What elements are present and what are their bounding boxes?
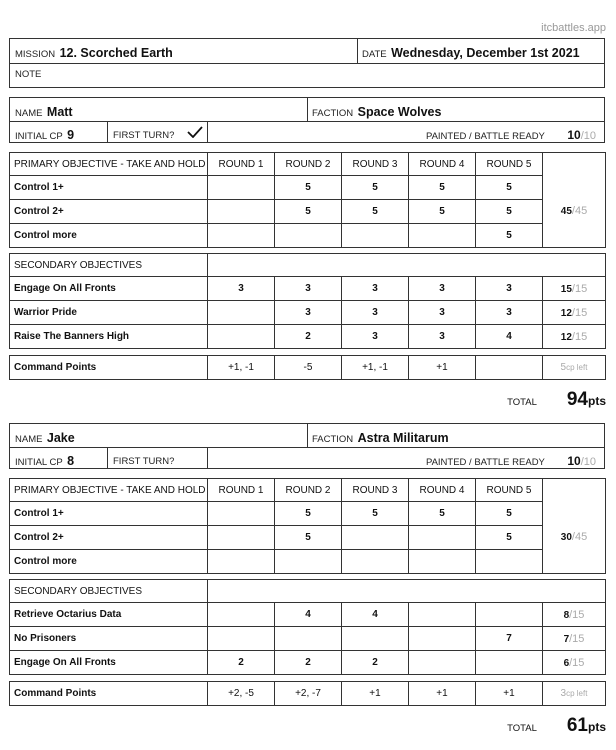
- secondary-row: [10, 627, 606, 651]
- note-label[interactable]: NOTE: [15, 69, 42, 80]
- cp-left-unit: cp left: [566, 363, 588, 372]
- primary-table: [9, 152, 606, 248]
- secondary-score-cell[interactable]: 2: [208, 651, 275, 675]
- primary-score-cell[interactable]: 5: [409, 502, 476, 526]
- cp-left-unit: cp left: [566, 689, 588, 698]
- secondary-score-cell[interactable]: 3: [409, 301, 476, 325]
- secondary-score-cell[interactable]: 2: [342, 651, 409, 675]
- primary-score-cell[interactable]: [208, 502, 275, 526]
- primary-score-cell[interactable]: 5: [476, 502, 543, 526]
- faction-field[interactable]: [312, 429, 449, 447]
- secondary-total-cell: [543, 277, 606, 301]
- round-header: ROUND 3: [342, 479, 409, 502]
- player-name: Jake: [46, 431, 75, 445]
- primary-score-cell[interactable]: 5: [409, 200, 476, 224]
- secondary-score-cell[interactable]: 3: [476, 277, 543, 301]
- round-header: ROUND 5: [476, 479, 543, 502]
- secondary-total-cell: [543, 301, 606, 325]
- first-turn-label: FIRST TURN?: [113, 130, 175, 142]
- secondary-header-row: [10, 254, 606, 277]
- command-points-cell[interactable]: +1, -1: [342, 356, 409, 380]
- primary-score-cell[interactable]: [342, 550, 409, 574]
- primary-score-cell[interactable]: 5: [476, 526, 543, 550]
- checkmark-icon: [187, 125, 203, 143]
- player-name: Matt: [46, 105, 73, 119]
- primary-score-cell[interactable]: 5: [275, 200, 342, 224]
- primary-header: PRIMARY OBJECTIVE - TAKE AND HOLD: [10, 153, 208, 176]
- secondary-total: 6: [563, 657, 570, 669]
- secondary-row-label: Engage On All Fronts: [10, 277, 208, 301]
- total-score: 94: [566, 389, 588, 410]
- secondary-score-cell[interactable]: [476, 651, 543, 675]
- command-points-cell[interactable]: +1: [409, 356, 476, 380]
- primary-total: 30: [560, 532, 572, 544]
- primary-score-cell[interactable]: 5: [342, 200, 409, 224]
- command-points-cell[interactable]: +2, -5: [208, 682, 275, 706]
- secondary-score-cell[interactable]: [208, 325, 275, 349]
- painted-field[interactable]: [426, 126, 596, 144]
- primary-score-cell[interactable]: [275, 550, 342, 574]
- total-unit: pts: [588, 394, 606, 408]
- painted-label: PAINTED / BATTLE READY: [425, 457, 545, 468]
- painted-label: PAINTED / BATTLE READY: [425, 131, 545, 142]
- primary-score-cell[interactable]: [342, 526, 409, 550]
- date-label: DATE: [362, 49, 387, 60]
- primary-score-cell[interactable]: 5: [275, 526, 342, 550]
- command-points-label: Command Points: [10, 682, 208, 706]
- secondary-score-cell[interactable]: 4: [275, 603, 342, 627]
- secondary-row: [10, 651, 606, 675]
- secondary-max: /15: [569, 656, 585, 669]
- secondary-score-cell[interactable]: 2: [275, 651, 342, 675]
- primary-score-cell[interactable]: [208, 526, 275, 550]
- cp-left-cell: [543, 356, 606, 380]
- primary-score-cell[interactable]: [208, 224, 275, 248]
- player-name-field[interactable]: [15, 103, 73, 121]
- painted-max: /10: [580, 130, 596, 142]
- secondary-max: /15: [571, 306, 588, 319]
- secondary-score-cell[interactable]: 3: [342, 277, 409, 301]
- primary-table: [9, 478, 606, 574]
- primary-score-cell[interactable]: [208, 176, 275, 200]
- secondary-total: 8: [563, 609, 570, 621]
- mission-row: [10, 39, 604, 64]
- secondary-row: [10, 325, 606, 349]
- total-unit: pts: [588, 720, 606, 734]
- secondary-table: [9, 579, 606, 675]
- primary-row-label: Control 1+: [10, 176, 208, 200]
- round-header: ROUND 5: [476, 153, 543, 176]
- secondary-score-cell[interactable]: 4: [476, 325, 543, 349]
- command-points-cell[interactable]: +1: [476, 682, 543, 706]
- round-header: ROUND 1: [208, 479, 275, 502]
- primary-row: [10, 200, 606, 224]
- mission-field[interactable]: [15, 44, 173, 62]
- total-row: [507, 715, 606, 737]
- secondary-row-label: Engage On All Fronts: [10, 651, 208, 675]
- primary-score-cell[interactable]: [476, 550, 543, 574]
- secondary-score-cell[interactable]: [275, 627, 342, 651]
- secondary-score-cell[interactable]: 3: [476, 301, 543, 325]
- primary-score-cell[interactable]: [409, 526, 476, 550]
- primary-row-label: Control more: [10, 550, 208, 574]
- command-points-cell[interactable]: +1: [342, 682, 409, 706]
- name-label: NAME: [15, 434, 43, 445]
- secondary-row-label: Warrior Pride: [10, 301, 208, 325]
- command-points-table: [9, 681, 606, 706]
- secondary-row: [10, 301, 606, 325]
- command-points-cell[interactable]: +1, -1: [208, 356, 275, 380]
- primary-total-cell: [543, 502, 606, 574]
- round-header: ROUND 3: [342, 153, 409, 176]
- date-field[interactable]: [362, 44, 580, 62]
- primary-row: [10, 502, 606, 526]
- primary-row: [10, 224, 606, 248]
- primary-score-cell[interactable]: 5: [275, 176, 342, 200]
- initial-cp-field[interactable]: [15, 126, 74, 144]
- round-header: ROUND 4: [409, 153, 476, 176]
- faction-value: Astra Militarum: [357, 431, 449, 445]
- primary-row: [10, 176, 606, 200]
- primary-score-cell[interactable]: 5: [476, 176, 543, 200]
- command-points-table: [9, 355, 606, 380]
- secondary-score-cell[interactable]: [409, 603, 476, 627]
- secondary-total-cell: [543, 325, 606, 349]
- primary-score-cell[interactable]: [409, 224, 476, 248]
- secondary-total: 7: [563, 633, 570, 645]
- primary-header: PRIMARY OBJECTIVE - TAKE AND HOLD: [10, 479, 208, 502]
- first-turn-field[interactable]: [113, 125, 203, 143]
- primary-score-cell[interactable]: 5: [342, 176, 409, 200]
- first-turn-label: FIRST TURN?: [113, 456, 175, 467]
- command-points-cell[interactable]: +1: [409, 682, 476, 706]
- secondary-score-cell[interactable]: 3: [409, 325, 476, 349]
- secondary-total-cell: [543, 651, 606, 675]
- faction-label: FACTION: [312, 108, 354, 119]
- primary-total-header: [543, 479, 606, 502]
- cp-left-num: 3: [560, 688, 567, 699]
- primary-max: /45: [571, 205, 588, 218]
- primary-score-cell[interactable]: 5: [476, 200, 543, 224]
- total-row: [507, 389, 606, 411]
- initial-cp-field[interactable]: [15, 452, 74, 470]
- command-points-cell[interactable]: [476, 356, 543, 380]
- player-info-box: [9, 423, 605, 469]
- primary-score-cell[interactable]: 5: [342, 502, 409, 526]
- secondary-score-cell[interactable]: [476, 603, 543, 627]
- primary-score-cell[interactable]: [208, 550, 275, 574]
- secondary-row-label: No Prisoners: [10, 627, 208, 651]
- secondary-score-cell[interactable]: 3: [342, 325, 409, 349]
- player-info-box: [9, 97, 605, 143]
- initial-cp-value: 8: [67, 454, 75, 468]
- primary-max: /45: [571, 531, 588, 544]
- total-label: TOTAL: [507, 397, 537, 408]
- player-name-field[interactable]: [15, 429, 75, 447]
- primary-row-label: Control 1+: [10, 502, 208, 526]
- secondary-total: 12: [560, 307, 572, 319]
- secondary-total-cell: [543, 603, 606, 627]
- secondary-score-cell[interactable]: [208, 627, 275, 651]
- primary-row-label: Control more: [10, 224, 208, 248]
- primary-total: 45: [560, 206, 572, 218]
- primary-total-header: [543, 153, 606, 176]
- secondary-row: [10, 603, 606, 627]
- secondary-score-cell[interactable]: 7: [476, 627, 543, 651]
- primary-header-row: [10, 153, 606, 176]
- secondary-score-cell[interactable]: [208, 301, 275, 325]
- secondary-header: SECONDARY OBJECTIVES: [10, 580, 208, 603]
- secondary-max: /15: [571, 282, 588, 295]
- primary-row: [10, 526, 606, 550]
- secondary-score-cell[interactable]: [342, 627, 409, 651]
- secondary-score-cell[interactable]: 2: [275, 325, 342, 349]
- primary-score-cell[interactable]: 5: [409, 176, 476, 200]
- primary-row: [10, 550, 606, 574]
- secondary-score-cell[interactable]: 3: [275, 277, 342, 301]
- command-points-label: Command Points: [10, 356, 208, 380]
- secondary-header-row: [10, 580, 606, 603]
- primary-score-cell[interactable]: 5: [476, 224, 543, 248]
- mission-label: MISSION: [15, 49, 56, 60]
- secondary-header-blank: [208, 580, 606, 603]
- primary-total-cell: [543, 176, 606, 248]
- primary-score-cell[interactable]: [342, 224, 409, 248]
- secondary-max: /15: [569, 608, 585, 621]
- painted-score: 10: [567, 128, 581, 142]
- cp-left-cell: [543, 682, 606, 706]
- date-value: Wednesday, December 1st 2021: [391, 46, 580, 60]
- mission-value: 12. Scorched Earth: [59, 46, 173, 60]
- secondary-max: /15: [569, 632, 585, 645]
- total-score: 61: [566, 715, 588, 736]
- command-points-cell[interactable]: -5: [275, 356, 342, 380]
- secondary-row-label: Retrieve Octarius Data: [10, 603, 208, 627]
- command-points-row: [10, 356, 606, 380]
- secondary-score-cell[interactable]: [409, 651, 476, 675]
- command-points-row: [10, 682, 606, 706]
- painted-score: 10: [567, 454, 581, 468]
- secondary-score-cell[interactable]: 3: [208, 277, 275, 301]
- primary-score-cell[interactable]: 5: [275, 502, 342, 526]
- initial-cp-label: INITIAL CP: [15, 131, 63, 142]
- secondary-total: 15: [560, 283, 572, 295]
- primary-row-label: Control 2+: [10, 200, 208, 224]
- faction-label: FACTION: [312, 434, 354, 445]
- primary-score-cell[interactable]: [208, 200, 275, 224]
- total-label: TOTAL: [507, 723, 537, 734]
- cp-left-num: 5: [560, 362, 567, 373]
- primary-row-label: Control 2+: [10, 526, 208, 550]
- secondary-score-cell[interactable]: [409, 627, 476, 651]
- name-label: NAME: [15, 108, 43, 119]
- secondary-row: [10, 277, 606, 301]
- faction-field[interactable]: [312, 103, 441, 121]
- painted-max: /10: [580, 456, 596, 468]
- secondary-header: SECONDARY OBJECTIVES: [10, 254, 208, 277]
- faction-value: Space Wolves: [357, 105, 442, 119]
- initial-cp-value: 9: [67, 128, 75, 142]
- secondary-max: /15: [571, 330, 588, 343]
- command-points-cell[interactable]: +2, -7: [275, 682, 342, 706]
- first-turn-field[interactable]: [113, 451, 174, 469]
- secondary-score-cell[interactable]: 3: [409, 277, 476, 301]
- secondary-score-cell[interactable]: [208, 603, 275, 627]
- secondary-row-label: Raise The Banners High: [10, 325, 208, 349]
- secondary-score-cell[interactable]: 3: [275, 301, 342, 325]
- secondary-total-cell: [543, 627, 606, 651]
- secondary-header-blank: [208, 254, 606, 277]
- secondary-table: [9, 253, 606, 349]
- round-header: ROUND 4: [409, 479, 476, 502]
- site-watermark: itcbattles.app: [541, 22, 606, 34]
- painted-field[interactable]: [426, 452, 596, 470]
- initial-cp-label: INITIAL CP: [15, 457, 63, 468]
- secondary-total: 12: [560, 331, 572, 343]
- round-header: ROUND 2: [275, 479, 342, 502]
- round-header: ROUND 1: [208, 153, 275, 176]
- secondary-score-cell[interactable]: 4: [342, 603, 409, 627]
- primary-score-cell[interactable]: [409, 550, 476, 574]
- secondary-score-cell[interactable]: 3: [342, 301, 409, 325]
- primary-header-row: [10, 479, 606, 502]
- primary-score-cell[interactable]: [275, 224, 342, 248]
- mission-box: [9, 38, 605, 88]
- round-header: ROUND 2: [275, 153, 342, 176]
